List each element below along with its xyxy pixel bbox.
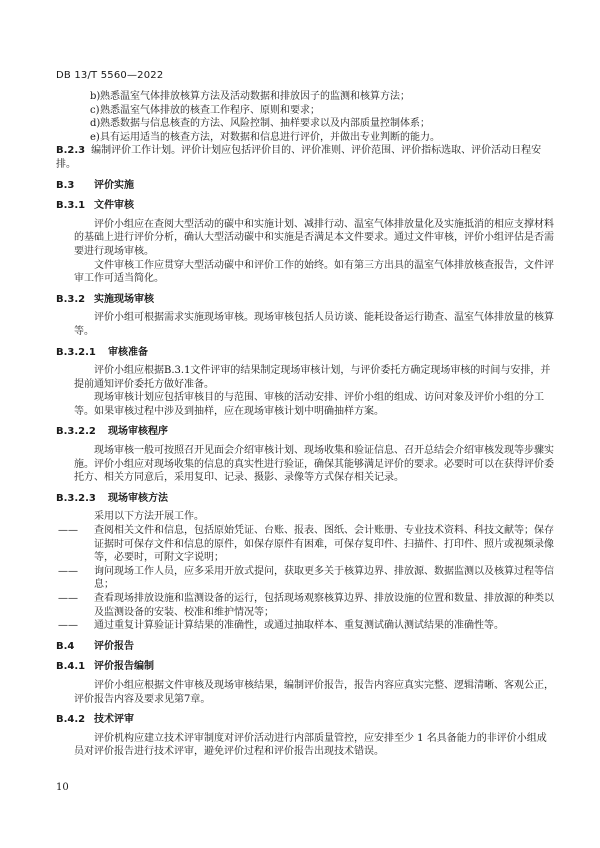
section-heading-b3-2-3: B.3.2.3 现场审核方法	[56, 492, 168, 504]
paragraph: 采用以下方法开展工作。	[94, 511, 204, 523]
dash-list-item: —— 查看现场排放设施和监测设备的运行，包括现场观察核算边界、排放设施的位置和数量、排放源的种类以及监测设备的安装、校准和维护情况等；	[58, 593, 554, 618]
paragraph: 现场审核计划应包括审核目的与范围、审核的活动安排、评价小组的组成、访问对象及评价小组的分工等。如果审核过程中涉及到抽样，应在现场审核计划中明确抽样方案。	[74, 392, 544, 417]
paragraph: 评价小组应根据B.3.1文件评审的结果制定现场审核计划，与评价委托方确定现场审核的时间与安排，并提前通知评价委托方做好准备。	[74, 365, 551, 390]
section-heading-b4-2: B.4.2 技术评审	[56, 714, 134, 726]
dash-list-item: —— 通过重复计算验证计算结果的准确性，或通过抽取样本、重复测试确认测试结果的准确性等。	[58, 620, 504, 632]
clause-b-2-3: B.2.3 编制评价工作计划。评价计划应包括评价目的、评价准则、评价范围、评价指标选取、评价活动日程安排。	[56, 145, 542, 170]
paragraph: 文件审核工作应贯穿大型活动碳中和评价工作的始终。如有第三方出具的温室气体排放核查报告，文件评审工作可适当简化。	[74, 259, 554, 285]
paragraph: 评价机构应建立技术评审制度对评价活动进行内部质量管控，应安排至少 1 名具备能力的非评价小组成员对评价报告进行技术评审，避免评价过程和评价报告出现技术错误。	[74, 732, 547, 758]
paragraph: 评价小组应根据文件审核及现场审核结果，编制评价报告，报告内容应真实完整、逻辑清晰、客观公正，评价报告内容及要求见第7章。	[74, 679, 554, 705]
paragraph: 评价小组应在查阅大型活动的碳中和实施计划、减排行动、温室气体排放量化及实施抵消的相应支撑材料的基础上进行评价分析，确认大型活动碳中和实施是否满足本文件要求。通过文件审核，评价小组评估是否需要进行现场审核。	[74, 218, 554, 257]
paragraph: 现场审核一般可按照召开见面会介绍审核计划、现场收集和验证信息、召开总结会介绍审核发现等步骤实施。评价小组应对现场收集的信息的真实性进行验证，确保其能够满足评价的要求。必要时可以在获得评价委托方、相关方同意后，采用复印、记录、摄影、录像等方式保存相关记录。	[74, 445, 554, 484]
paragraph: 评价小组可根据需求实施现场审核。现场审核包括人员访谈、能耗设备运行勘查、温室气体排放量的核算等。	[74, 312, 554, 337]
list-item-d: d) 熟悉数据与信息核查的方法、风险控制、抽样要求以及内部质量控制体系；	[90, 118, 430, 130]
list-item-c: c) 熟悉温室气体排放的核查工作程序、原则和要求；	[90, 104, 320, 116]
section-heading-b4-1: B.4.1 评价报告编制	[56, 661, 154, 673]
section-heading-b3-2-2: B.3.2.2 现场审核程序	[56, 426, 168, 438]
dash-list-item: —— 询问现场工作人员，应多采用开放式提问，获取更多关于核算边界、排放源、数据监测以及核算过程等信息；	[58, 565, 554, 591]
dash-list-item: —— 查阅相关文件和信息，包括原始凭证、台账、报表、图纸、会计账册、专业技术资料、科技文献等；保存证据时可保存文件和信息的原件，如保存原件有困难，可保存复印件、扫描件、打印件、照片或视频录像等，必要时，可附文字说明；	[58, 525, 554, 564]
section-heading-b3-2-1: B.3.2.1 审核准备	[56, 346, 148, 358]
section-heading-b3: B.3 评价实施	[56, 179, 134, 191]
section-heading-b4: B.4 评价报告	[56, 640, 134, 652]
section-heading-b3-2: B.3.2 实施现场审核	[56, 293, 154, 305]
page-number: 10	[56, 782, 69, 793]
page-body	[56, 90, 554, 759]
section-heading-b3-1: B.3.1 文件审核	[56, 200, 134, 212]
list-item-b: b) 熟悉温室气体排放核算方法及活动数据和排放因子的监测和核算方法；	[90, 91, 410, 102]
document-code: DB 13/T 5560—2022	[56, 70, 164, 81]
list-item-e: e) 具有运用适当的核查方法，对数据和信息进行评价，并做出专业判断的能力。	[90, 131, 440, 143]
